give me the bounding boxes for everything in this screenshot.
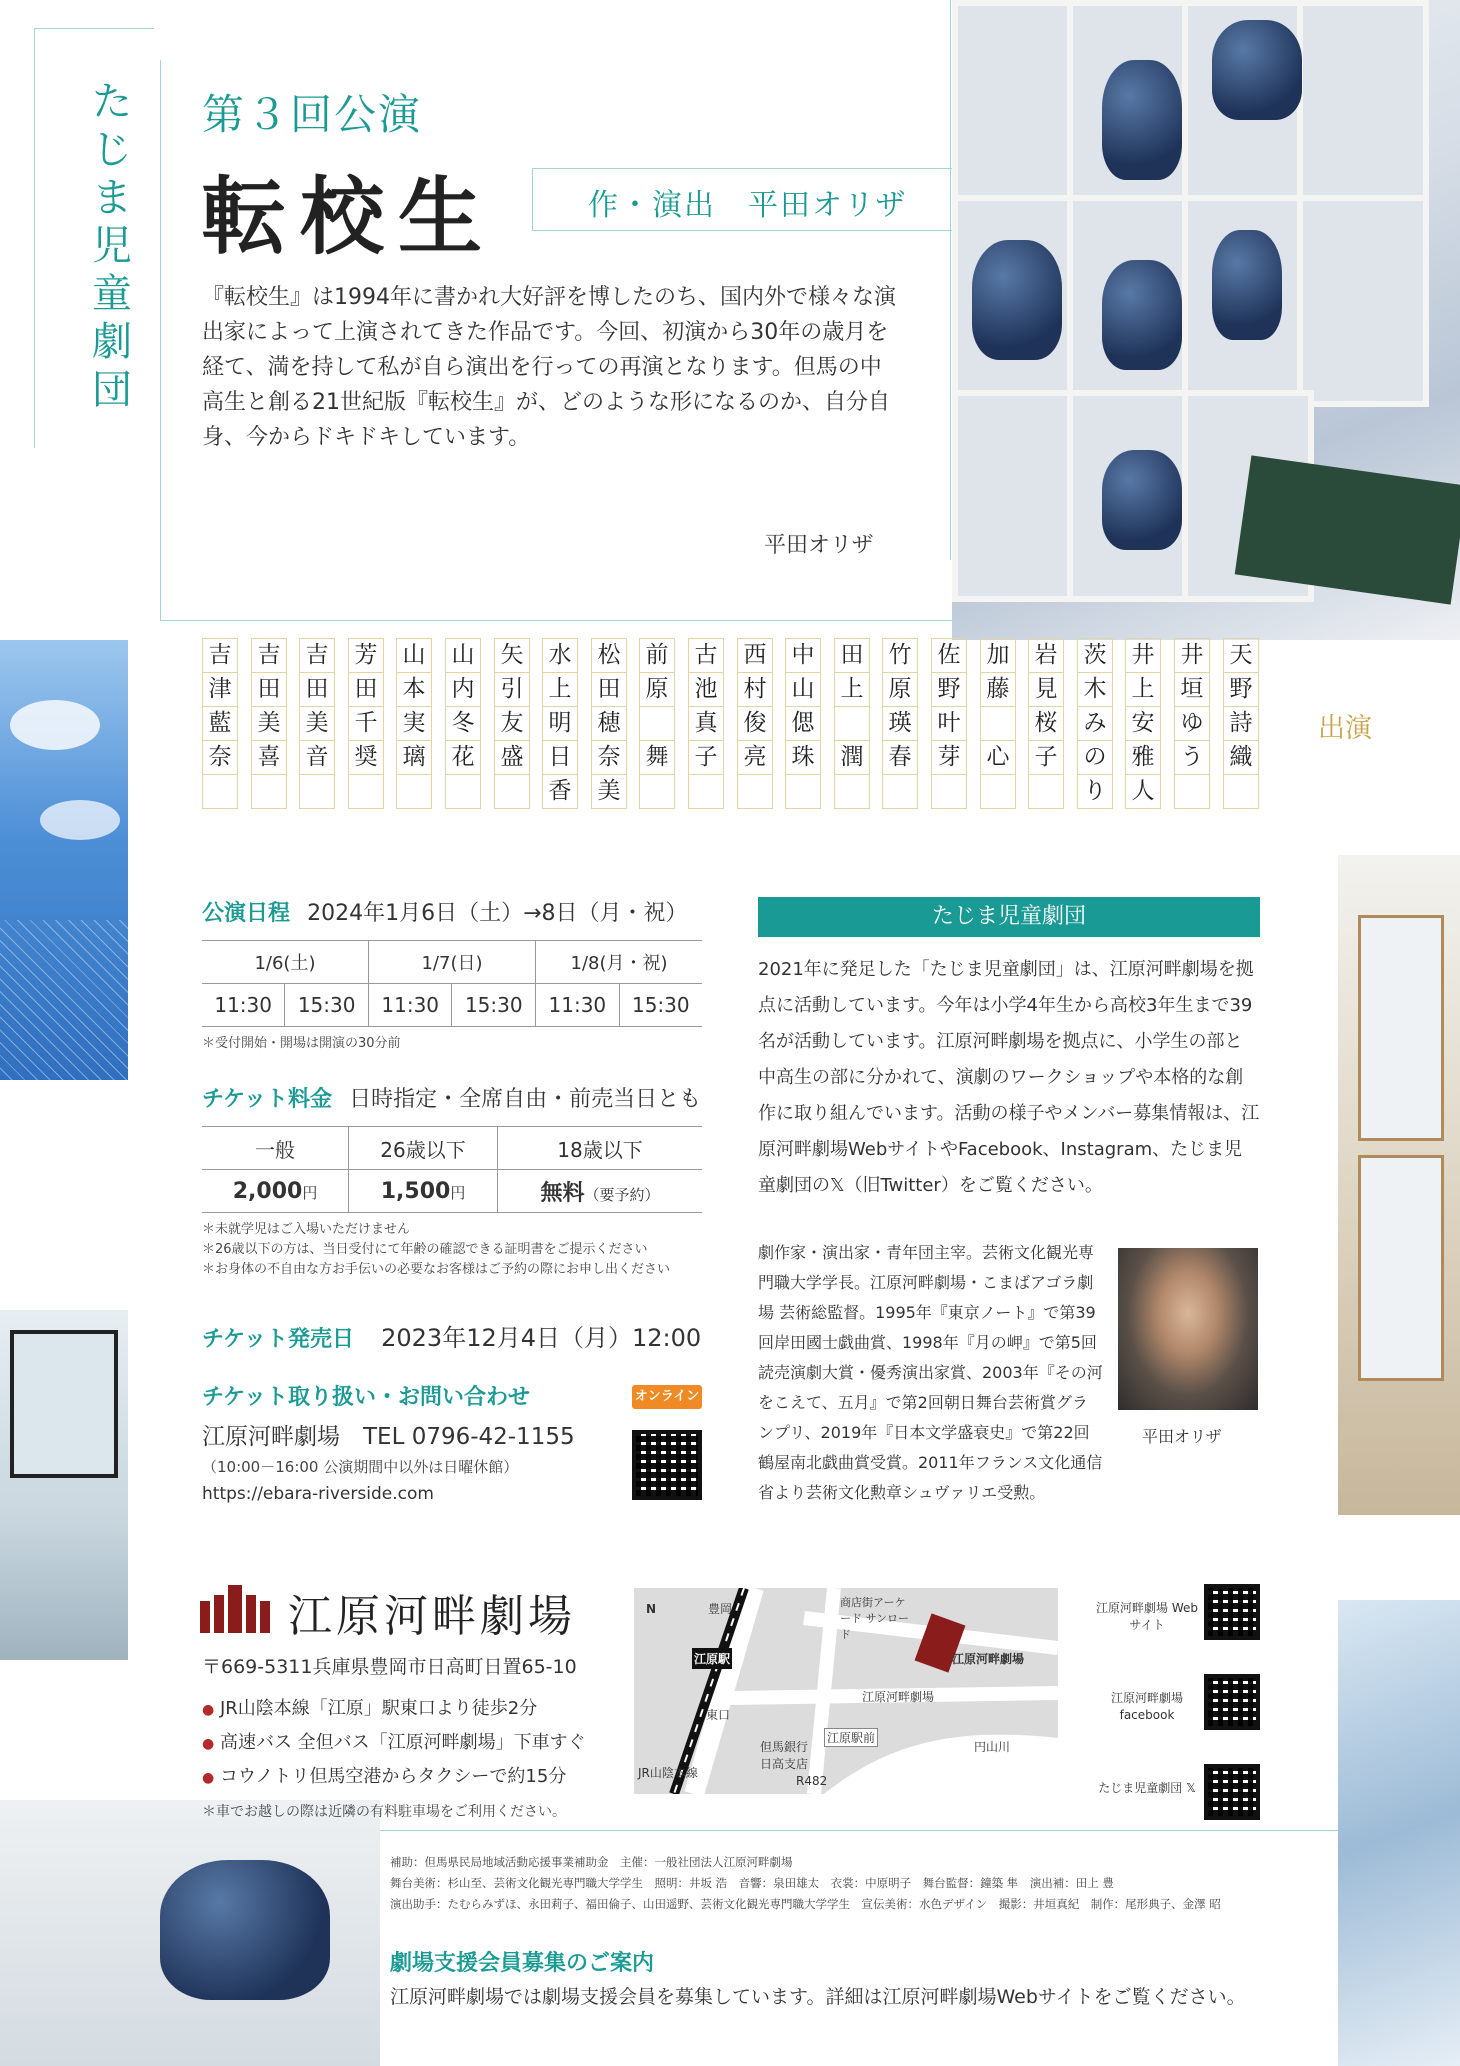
map-label: 江原河畔劇場 — [862, 1690, 935, 1704]
price-amount: 2,000 — [232, 1178, 303, 1204]
theatre-address: 〒669-5311兵庫県豊岡市日高町日置65-10 — [202, 1656, 577, 1678]
website-link[interactable]: https://ebara-riverside.com — [202, 1484, 434, 1504]
cast-char: 野 — [932, 673, 966, 707]
access-item — [202, 1728, 586, 1754]
schedule-time: 11:30 — [202, 984, 285, 1027]
cast-char: 内 — [446, 673, 480, 707]
cast-char: 芳 — [349, 639, 383, 673]
sns-label-web: 江原河畔劇場 Webサイト — [1096, 1601, 1198, 1632]
price-table — [202, 1126, 702, 1213]
cast-char: 上 — [543, 673, 577, 707]
bag-photo — [0, 1800, 380, 2066]
performance-number: 第３回公演 — [202, 90, 423, 139]
cast-char: 子 — [1029, 741, 1063, 775]
cast-member — [445, 638, 481, 809]
contact-tel: 江原河畔劇場 TEL 0796-42-1155 — [202, 1424, 575, 1450]
map-label: 江原河畔劇場 — [952, 1652, 1025, 1666]
theatre-name: 江原河畔劇場 — [288, 1591, 576, 1642]
schedule-time: 11:30 — [536, 984, 620, 1027]
schedule-day: 1/7(日) — [368, 941, 535, 984]
cast-char: 日 — [543, 741, 577, 775]
cast-char: 引 — [495, 673, 529, 707]
group-heading: たじま児童劇団 — [758, 897, 1260, 937]
group-char: ま — [92, 175, 132, 221]
hallway-photo — [1338, 855, 1460, 1515]
yen-unit: 円 — [302, 1183, 318, 1202]
cast-member — [542, 638, 578, 809]
schedule-day: 1/8(月・祝) — [536, 941, 702, 984]
schedule-table — [202, 940, 702, 1027]
cast-char: 田 — [835, 639, 869, 673]
cast-char: 美 — [300, 707, 334, 741]
cast-char: 喜 — [252, 741, 286, 775]
group-char: 児 — [92, 223, 132, 269]
cast-char — [981, 775, 1015, 808]
director-portrait — [1118, 1248, 1258, 1410]
water-photo — [1338, 1600, 1460, 2066]
cast-char: 安 — [1126, 707, 1160, 741]
frame-line — [950, 0, 951, 560]
cast-char: み — [1078, 707, 1112, 741]
cast-char: 美 — [597, 778, 621, 804]
group-char: 童 — [92, 271, 132, 317]
map-label: JR山陰本線 — [638, 1766, 698, 1780]
sky-photo — [0, 640, 128, 1080]
price-amount: 無料 — [540, 1180, 585, 1206]
map-label: 豊岡 — [708, 1602, 733, 1616]
bullet-icon: ● — [202, 1770, 215, 1786]
cast-char: 偲 — [786, 707, 820, 741]
cast-char: 佐 — [932, 639, 966, 673]
cast-char: 田 — [252, 673, 286, 707]
cast-char — [932, 775, 966, 808]
map-label: 商店街アーケード サンロード — [840, 1596, 909, 1641]
sns-label-facebook: 江原河畔劇場 facebook — [1110, 1691, 1183, 1722]
cast-char: 古 — [689, 639, 723, 673]
sale-value: 2023年12月4日（月）12:00 — [381, 1324, 702, 1352]
cast-char: 織 — [1224, 741, 1258, 775]
credit-line: 舞台美術：杉山至、芸術文化観光専門職大学学生 照明：井坂 浩 音響：泉田雄太 衣裳：中原明子 舞台監督：鐘築 隼 演出補：田上 豊 — [390, 1876, 1114, 1890]
schedule-label: 公演日程 — [202, 901, 291, 926]
frame-line — [532, 230, 952, 231]
access-text: JR山陰本線「江原」駅東口より徒歩2分 — [219, 1698, 538, 1719]
cast-char: 実 — [397, 707, 431, 741]
cast-member — [1223, 638, 1259, 809]
group-char: 劇 — [92, 319, 132, 365]
map-label: 江原駅前 — [824, 1728, 878, 1747]
cast-char: 璃 — [397, 741, 431, 775]
cast-char: 水 — [543, 639, 577, 673]
cast-member — [834, 638, 870, 809]
cast-char — [252, 775, 286, 808]
access-item — [202, 1694, 537, 1720]
cast-member — [396, 638, 432, 809]
price-note: ＊26歳以下の方は、当日受付にて年齢の確認できる証明書をご提示ください — [202, 1242, 648, 1257]
frame-line — [532, 168, 533, 230]
schedule-time: 15:30 — [619, 984, 702, 1027]
credit-line: 補助：但馬県民局地域活動応援事業補助金 主催：一般社団法人江原河畔劇場 — [390, 1855, 793, 1869]
cast-char — [1029, 775, 1063, 808]
shelves-photo — [952, 0, 1460, 640]
cast-char: 叶 — [932, 707, 966, 741]
cast-member — [251, 638, 287, 809]
contact-label: チケット取り扱い・お問い合わせ — [202, 1385, 531, 1410]
cast-char: 春 — [883, 741, 917, 775]
cast-char: 上 — [835, 673, 869, 707]
cast-member — [1077, 638, 1113, 809]
cast-char: 真 — [689, 707, 723, 741]
play-title: 転校生 — [202, 167, 497, 266]
cast-member — [591, 638, 627, 809]
map-label: 東口 — [706, 1708, 731, 1722]
cast-member — [688, 638, 724, 809]
cast-member — [202, 638, 238, 809]
schedule-note: ＊受付開始・開場は開演の30分前 — [202, 1036, 401, 1051]
cast-char — [835, 707, 869, 741]
price-label: チケット料金 — [202, 1087, 333, 1112]
cast-char: 藍 — [203, 707, 237, 741]
cast-member — [785, 638, 821, 809]
cast-char: 原 — [883, 673, 917, 707]
cast-char: 穂 — [592, 707, 626, 741]
cast-member — [348, 638, 384, 809]
sns-label-x: たじま児童劇団 𝕏 — [1098, 1781, 1196, 1795]
contact-hours: （10:00－16:00 公演期間中以外は日曜休館） — [202, 1458, 519, 1476]
group-char: 団 — [92, 367, 132, 413]
price-under26 — [349, 1170, 498, 1213]
cast-member — [1174, 638, 1210, 809]
price-note: ＊お身体の不自由な方お手伝いの必要なお客様はご予約の際にお申し出ください — [202, 1262, 671, 1277]
price-header: 26歳以下 — [349, 1127, 498, 1170]
cast-char: 木 — [1078, 673, 1112, 707]
frame-line — [160, 620, 960, 621]
cast-char: ゆ — [1175, 707, 1209, 741]
cast-char: 上 — [1126, 673, 1160, 707]
cast-member — [1028, 638, 1064, 809]
cast-char — [300, 775, 334, 808]
cast-char: 井 — [1126, 639, 1160, 673]
price-header: 18歳以下 — [497, 1127, 702, 1170]
bullet-icon: ● — [202, 1702, 215, 1718]
cast-char: 垣 — [1175, 673, 1209, 707]
cast-char: 子 — [689, 741, 723, 775]
access-text: 高速バス 全但バス「江原河畔劇場」下車すぐ — [219, 1732, 586, 1753]
frame-line — [532, 168, 952, 169]
frame-line — [380, 1830, 1340, 1831]
credits — [390, 1852, 1280, 1915]
cast-char — [446, 775, 480, 808]
cast-char: 珠 — [786, 741, 820, 775]
group-char: じ — [92, 127, 132, 173]
director-name: 平田オリザ — [1142, 1427, 1222, 1446]
price-amount: 1,500 — [380, 1178, 451, 1204]
x-qr-code[interactable] — [1204, 1764, 1260, 1820]
cast-char: 藤 — [981, 673, 1015, 707]
cast-char: 前 — [640, 639, 674, 673]
cast-char: り — [1083, 778, 1107, 804]
cast-char: 奈 — [592, 741, 626, 775]
director-bio: 劇作家・演出家・青年団主宰。芸術文化観光専門職大学学長。江原河畔劇場・こまばアゴラ劇場 芸術総監督。1995年『東京ノート』で第39回岸田國士戯曲賞、1998年『月の岬』で第5回読売演劇大賞・優秀演出家賞、2003年『その河をこえて、五月』で第2回朝日舞台芸術賞グランプリ、2019年『日本文学盛衰史』で第22回鶴屋南北戯曲賞受賞。2011年フランス文化通信省より芸術文化勲章シュヴァリエ受勲。 — [758, 1243, 1103, 1502]
cast-char: 田 — [592, 673, 626, 707]
cast-char: 千 — [349, 707, 383, 741]
map-label: 但馬銀行 日高支店 — [760, 1740, 809, 1771]
cast-member — [980, 638, 1016, 809]
cast-char: 井 — [1175, 639, 1209, 673]
group-description: 2021年に発足した「たじま児童劇団」は、江原河畔劇場を拠点に活動しています。今年は小学4年生から高校3年生まで39名が活動しています。江原河畔劇場を拠点に、小学生の部と中高生の部に分かれて、演劇のワークショップや本格的な創作に取り組んでいます。活動の様子やメンバー募集情報は、江原河畔劇場WebサイトやFacebook、Instagram、たじま児童劇団の𝕏（旧Twitter）をご覧ください。 — [758, 959, 1260, 1196]
cast-char: の — [1078, 741, 1112, 775]
cast-char: 亮 — [738, 741, 772, 775]
group-char: た — [92, 79, 132, 125]
bullet-icon: ● — [202, 1736, 215, 1752]
sale-date — [202, 1318, 701, 1353]
cast-member — [639, 638, 675, 809]
map-label: 円山川 — [974, 1740, 1011, 1754]
schedule-time: 11:30 — [368, 984, 452, 1027]
author-credit: 作・演出 平田オリザ — [588, 188, 908, 223]
cast-char: 原 — [640, 673, 674, 707]
access-text: コウノトリ但馬空港からタクシーで約15分 — [219, 1766, 567, 1787]
theatre-logo-icon — [200, 1585, 272, 1633]
cast-char: 山 — [786, 673, 820, 707]
access-map — [634, 1588, 1058, 1794]
support-heading: 劇場支援会員募集のご案内 — [390, 1951, 655, 1976]
cast-char: 西 — [738, 639, 772, 673]
price-under18 — [497, 1170, 702, 1213]
cast-char: 本 — [397, 673, 431, 707]
cast-char: 潤 — [835, 741, 869, 775]
cast-char — [981, 707, 1015, 741]
access-item — [202, 1762, 566, 1788]
cast-char: 音 — [300, 741, 334, 775]
cast-char — [738, 775, 772, 808]
yen-unit: 円 — [450, 1183, 466, 1202]
cast-member — [931, 638, 967, 809]
web-qr-code[interactable] — [1204, 1584, 1260, 1640]
cast-char: 友 — [495, 707, 529, 741]
online-qr-code[interactable] — [632, 1430, 702, 1500]
price-notes — [202, 1220, 670, 1280]
cast-char: 野 — [1224, 673, 1258, 707]
cast-char: 中 — [786, 639, 820, 673]
cast-char: 天 — [1224, 639, 1258, 673]
cast-label: 出演 — [1318, 713, 1372, 744]
cast-char: 山 — [397, 639, 431, 673]
cast-char — [640, 775, 674, 808]
online-badge: オンライン — [632, 1385, 702, 1409]
price-heading — [202, 1082, 701, 1113]
frame-line — [34, 28, 154, 29]
cast-char: 茨 — [1078, 639, 1112, 673]
cast-char: 吉 — [300, 639, 334, 673]
schedule-time: 15:30 — [452, 984, 536, 1027]
cast-member — [882, 638, 918, 809]
cast-char: 岩 — [1029, 639, 1063, 673]
cast-char: 盛 — [495, 741, 529, 775]
schedule-value: 2024年1月6日（土）→8日（月・祝） — [307, 901, 688, 926]
cast-char: 瑛 — [883, 707, 917, 741]
cast-char — [1175, 775, 1209, 808]
north-icon: N — [646, 1602, 657, 1616]
cast-char — [883, 775, 917, 808]
classroom-photo — [0, 1310, 128, 1660]
cast-char: 竹 — [883, 639, 917, 673]
cast-char: 吉 — [252, 639, 286, 673]
price-general — [202, 1170, 349, 1213]
cast-char: 見 — [1029, 673, 1063, 707]
cast-char: 詩 — [1224, 707, 1258, 741]
schedule-time: 15:30 — [285, 984, 369, 1027]
cast-char: 奨 — [349, 741, 383, 775]
cast-char: 雅 — [1126, 741, 1160, 775]
schedule-heading — [202, 896, 688, 927]
price-header: 一般 — [202, 1127, 349, 1170]
cast-char: 人 — [1131, 778, 1155, 804]
cast-char — [835, 775, 869, 808]
cast-char: 俊 — [738, 707, 772, 741]
cast-member — [494, 638, 530, 809]
cast-char — [203, 775, 237, 808]
cast-char: 桜 — [1029, 707, 1063, 741]
price-value: 日時指定・全席自由・前売当日とも — [349, 1087, 702, 1112]
intro-text: 『転校生』は1994年に書かれ大好評を博したのち、国内外で様々な演出家によって上演されてきた作品です。今回、初演から30年の歳月を経て、満を持して私が自ら演出を行っての再演となります。但馬の中高生と創る21世紀版『転校生』が、どのような形になるのか、自分自身、今からドキドキしています。 — [202, 285, 896, 450]
frame-line — [34, 28, 35, 448]
credit-line: 演出助手：たむらみずほ、永田莉子、福田倫子、山田遥野、芸術文化観光専門職大学学生 宣伝美術：水色デザイン 撮影：井垣真紀 制作：尾形典子、金澤 昭 — [390, 1897, 1221, 1911]
cast-char: 加 — [981, 639, 1015, 673]
cast-char: 冬 — [446, 707, 480, 741]
cast-char — [689, 775, 723, 808]
cast-char: 香 — [548, 778, 572, 804]
cast-char: 田 — [349, 673, 383, 707]
schedule-day: 1/6(土) — [202, 941, 368, 984]
map-label: 江原駅 — [692, 1648, 732, 1669]
cast-char: 美 — [252, 707, 286, 741]
cast-char: 舞 — [640, 741, 674, 775]
cast-char — [349, 775, 383, 808]
cast-char: 心 — [981, 741, 1015, 775]
cast-char: 津 — [203, 673, 237, 707]
map-label: R482 — [796, 1774, 828, 1788]
cast-char: 矢 — [495, 639, 529, 673]
cast-char: 芽 — [932, 741, 966, 775]
cast-char: 明 — [543, 707, 577, 741]
cast-char: 村 — [738, 673, 772, 707]
cast-char — [640, 707, 674, 741]
cast-char: う — [1175, 741, 1209, 775]
cast-char: 池 — [689, 673, 723, 707]
cast-char — [786, 775, 820, 808]
facebook-qr-code[interactable] — [1204, 1674, 1260, 1730]
cast-member — [1125, 638, 1161, 809]
sale-label: チケット発売日 — [202, 1327, 355, 1352]
cast-char: 吉 — [203, 639, 237, 673]
cast-char: 田 — [300, 673, 334, 707]
parking-note: ＊車でお越しの際は近隣の有料駐車場をご利用ください。 — [202, 1804, 566, 1820]
cast-char — [1224, 775, 1258, 808]
cast-member — [737, 638, 773, 809]
cast-char — [397, 775, 431, 808]
cast-char: 奈 — [203, 741, 237, 775]
cast-char — [495, 775, 529, 808]
group-name-vertical — [90, 78, 134, 414]
cast-char: 松 — [592, 639, 626, 673]
cast-member — [299, 638, 335, 809]
cast-char: 花 — [446, 741, 480, 775]
support-text: 江原河畔劇場では劇場支援会員を募集しています。詳細は江原河畔劇場Webサイトをご覧ください。 — [390, 1986, 1246, 2008]
intro-signature: 平田オリザ — [764, 533, 874, 558]
reservation-note: （要予約） — [584, 1185, 660, 1204]
frame-line — [160, 60, 161, 620]
price-note: ＊未就学児はご入場いただけません — [202, 1222, 411, 1237]
cast-char: 山 — [446, 639, 480, 673]
